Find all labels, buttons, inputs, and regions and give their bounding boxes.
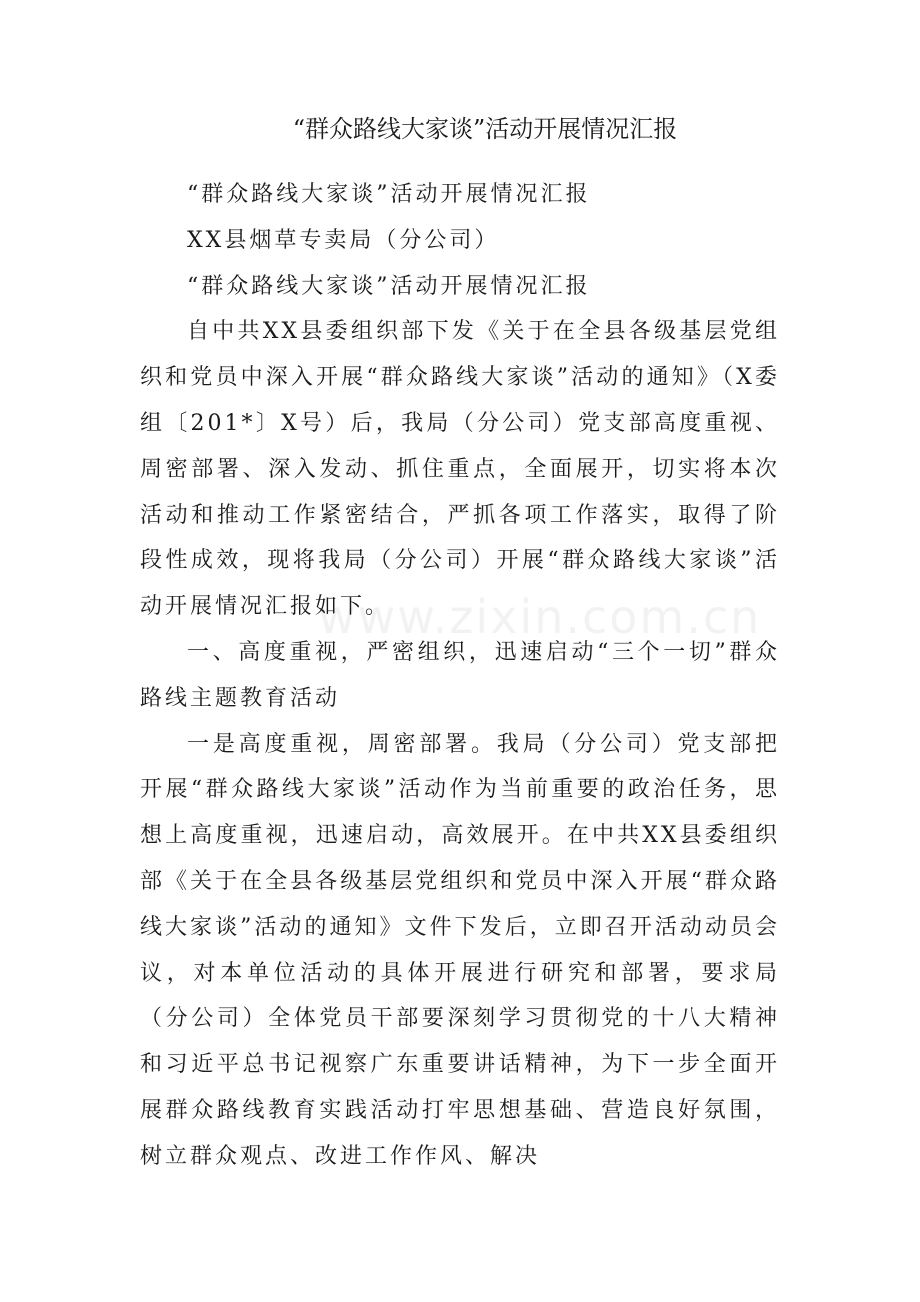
paragraph-organization: XX县烟草专卖局（分公司）: [187, 227, 500, 253]
paragraph-intro: 自中共XX县委组织部下发《关于在全县各级基层党组织和党员中深入开展“群众路线大家谈”活动的通知》（X委组〔201*〕X号）后，我局（分公司）党支部高度重视、周密部署、深入发动、抓住重点，全面展开，切实将本次活动和推动工作紧密结合，严抓各项工作落实，取得了阶段性成效，现将我局（分公司）开展“群众路线大家谈”活动开展情况汇报如下。: [140, 319, 780, 620]
paragraph-subtitle: “群众路线大家谈”活动开展情况汇报: [187, 182, 591, 207]
paragraph-point-one: 一是高度重视，周密部署。我局（分公司）党支部把开展“群众路线大家谈”活动作为当前重要的政治任务，思想上高度重视，迅速启动，高效展开。在中共XX县委组织部《关于在全县各级基层党组织和党员中深入开展“群众路线大家谈”活动的通知》文件下发后，立即召开活动动员会议，对本单位活动的具体开展进行研究和部署，要求局（分公司）全体党员干部要深刻学习贯彻党的十八大精神和习近平总书记视察广东重要讲话精神，为下一步全面开展群众路线教育实践活动打牢思想基础、营造良好氛围，树立群众观点、改进工作作风、解决: [140, 731, 780, 1169]
document-body: [140, 172, 780, 1180]
document-title: “群众路线大家谈”活动开展情况汇报: [292, 115, 678, 143]
paragraph-section-heading: 一、高度重视，严密组织，迅速启动“三个一切”群众路线主题教育活动: [140, 639, 780, 711]
watermark: www.zixin.com.cn: [318, 590, 762, 644]
paragraph-heading-repeat: “群众路线大家谈”活动开展情况汇报: [187, 273, 591, 299]
